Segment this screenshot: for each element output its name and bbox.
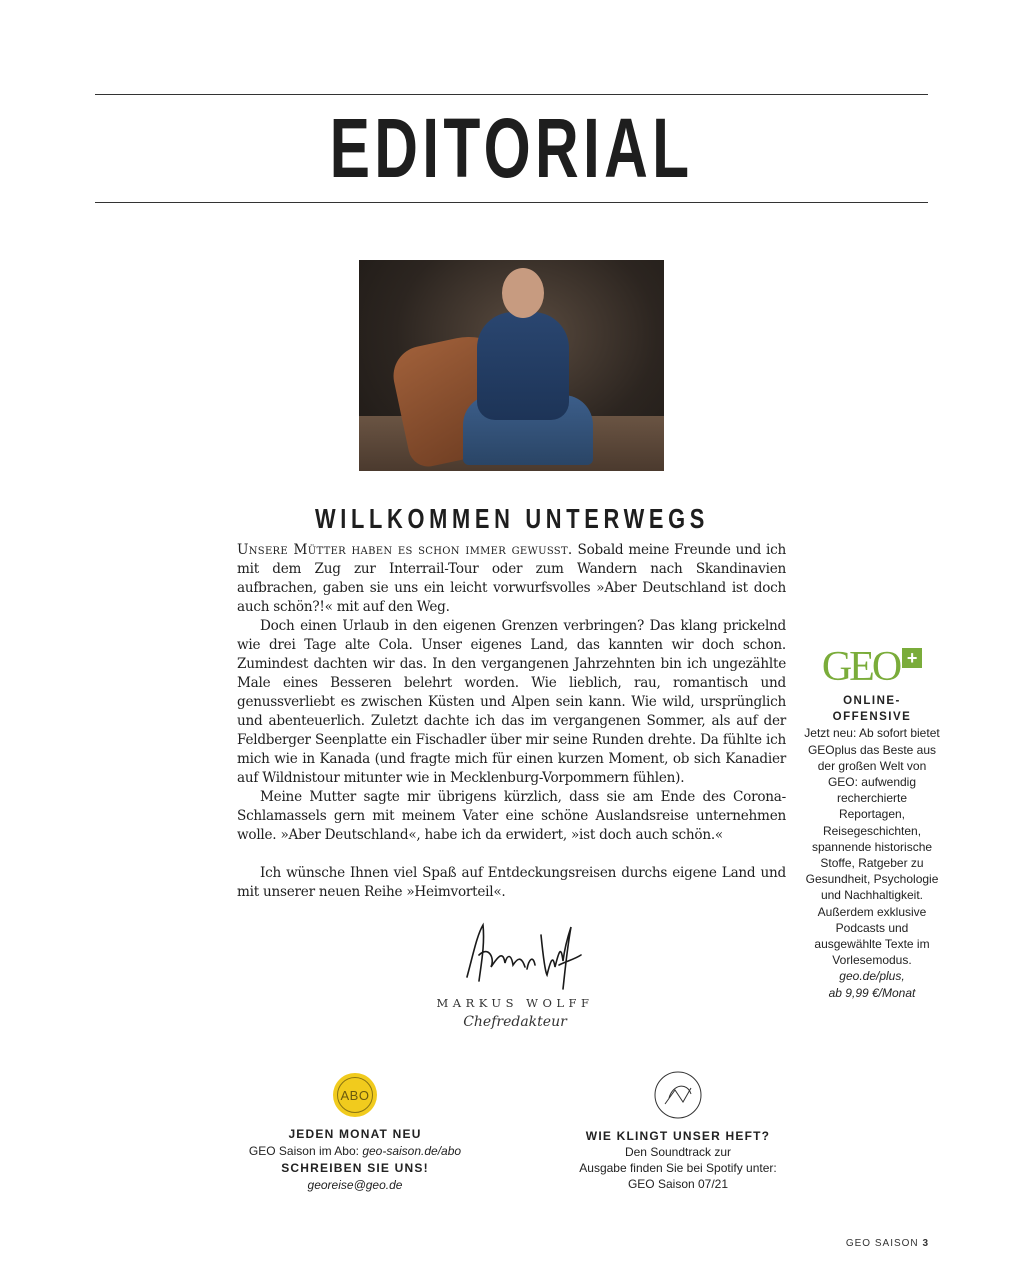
geoplus-logo bbox=[822, 645, 922, 689]
top-rule bbox=[95, 94, 928, 95]
page-title: EDITORIAL bbox=[329, 101, 694, 195]
article-headline: WILLKOMMEN UNTERWEGS bbox=[314, 503, 710, 534]
contact-heading: SCHREIBEN SIE UNS! bbox=[281, 1161, 429, 1175]
abo-link[interactable]: geo-saison.de/abo bbox=[362, 1144, 462, 1158]
abo-badge-label: ABO bbox=[337, 1077, 373, 1113]
title-bottom-rule bbox=[95, 202, 928, 203]
abo-line bbox=[230, 1143, 480, 1160]
abo-line-prefix: GEO Saison im Abo: bbox=[248, 1144, 363, 1158]
plus-icon: + bbox=[902, 648, 922, 668]
sidebar-price: ab 9,99 €/Monat bbox=[828, 985, 916, 1000]
article-paragraph-3: Meine Mutter sagte mir übrigens kürzlich, dass sie am Ende des Corona-Schlamassels gern mit meinem Vater eine schöne Auslandsreise unternehmen wolle. »Aber Deutschland«, habe ich da erwidert, »ist doch auch schön.« bbox=[237, 789, 786, 843]
sidebar-heading: ONLINE-OFFENSIVE bbox=[832, 695, 912, 724]
contact-email[interactable]: georeise@geo.de bbox=[307, 1178, 403, 1192]
subscription-block bbox=[230, 1070, 480, 1194]
sidebar-description: Jetzt neu: Ab sofort bietet GEOplus das Beste aus der großen Welt von GEO: aufwendig recherchierte Reportagen, Reisegeschichten, spannende historische Stoffe, Ratgeber zu Gesundheit, Psychologie und Nachhaltigkeit. Außerdem exklusive Podcasts und ausgewählte Texte im Vorlesemodus. bbox=[804, 726, 940, 968]
article-paragraph-4: Ich wünsche Ihnen viel Spaß auf Entdeckungsreisen durchs eigene Land und mit unserer neuen Reihe »Heimvorteil«. bbox=[237, 865, 786, 900]
photo-person-head bbox=[502, 268, 544, 318]
article-body bbox=[237, 541, 786, 902]
soundtrack-line-3: GEO Saison 07/21 bbox=[627, 1177, 729, 1191]
abo-heading: JEDEN MONAT NEU bbox=[288, 1127, 422, 1141]
article-paragraph-2: Doch einen Urlaub in den eigenen Grenzen verbringen? Das klang prickelnd wie drei Tage alte Cola. Unser eigenes Land, das kannten wir doch schon. Zumindest dachten wir das. In den vergangenen Jahrzehnten bin ich ungezählte Male eines Besseren belehrt worden. Wie lieblich, rau, romantisch und genussverliebt es zwischen Küsten und Alpen sein kann. Wie wild, ursprünglich und abenteuerlich. Zuletzt dachte ich das im vergangenen Sommer, als auf der Feldberger Seenplatte ein Fischadler über mir seine Runden drehte. Da fühlte ich mich wie in Kanada (und fragte mich für einen kurzen Moment, ob sich Kanadier auf Wildnistour mitunter wie in Mecklenburg-Vorpommern fühlen). bbox=[237, 618, 786, 786]
sidebar-url[interactable]: geo.de/plus, bbox=[839, 969, 905, 984]
article-paragraph-1 bbox=[237, 541, 786, 617]
soundtrack-line-1: Den Soundtrack zur bbox=[624, 1145, 732, 1159]
soundtrack-block bbox=[548, 1070, 808, 1192]
soundtrack-line-2: Ausgabe finden Sie bei Spotify unter: bbox=[579, 1161, 777, 1175]
signer-name: MARKUS WOLFF bbox=[436, 996, 594, 1010]
article-lead-smallcaps: Unsere Mütter haben es schon immer gewusst. bbox=[237, 542, 573, 558]
signature-image bbox=[455, 915, 585, 995]
photo-person-torso bbox=[477, 312, 569, 420]
page-number: 3 bbox=[922, 1238, 929, 1249]
footer-magazine: GEO SAISON bbox=[845, 1238, 919, 1249]
geoplus-sidebar bbox=[804, 645, 940, 1001]
soundtrack-icon bbox=[653, 1070, 703, 1120]
geo-logo-text: GEO bbox=[821, 644, 900, 690]
article-lead-rest: Sobald meine Freunde und ich mit dem Zug zur Interrail-Tour oder zum Wandern nach Skandinavien aufbrachen, gaben sie uns ein leicht vorwurfsvolles »Aber Deutschland ist doch auch schön?!« mit auf den Weg. bbox=[237, 542, 786, 615]
soundtrack-heading: WIE KLINGT UNSER HEFT? bbox=[585, 1129, 771, 1143]
abo-badge-icon bbox=[333, 1073, 377, 1117]
signer-role: Chefredakteur bbox=[463, 1014, 567, 1030]
page-footer bbox=[846, 1238, 929, 1249]
editor-portrait-photo bbox=[359, 260, 664, 471]
